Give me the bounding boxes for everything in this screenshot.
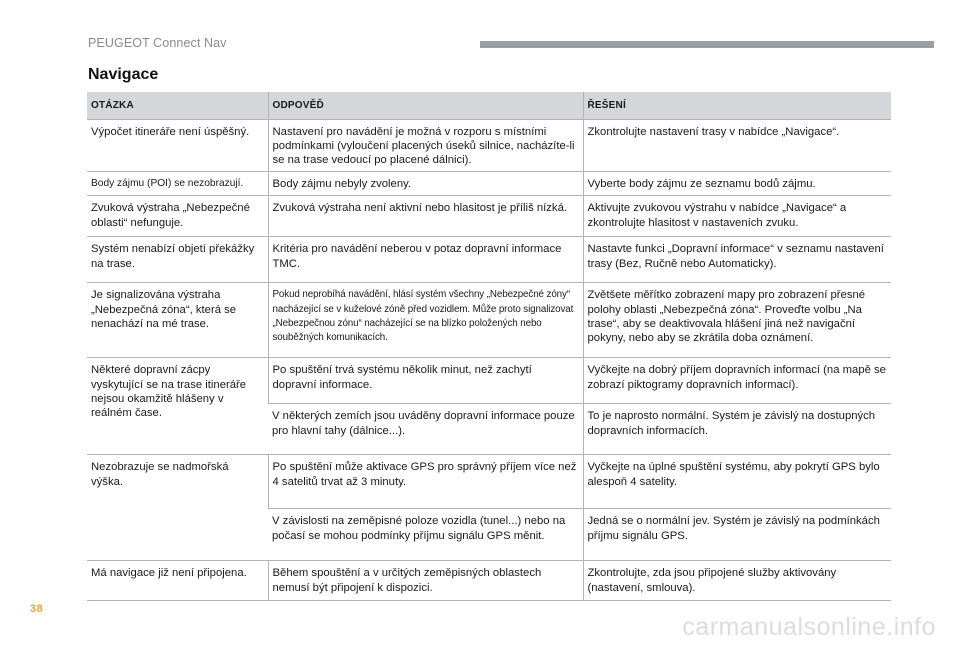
answer-cell: V některých zemích jsou uváděny dopravní informace pouze pro hlavní tahy (dálnice...).	[268, 404, 583, 455]
table-row	[87, 196, 891, 237]
question-cell: Je signalizována výstraha „Nebezpečná zóna“, která se nenachází na mé trase.	[87, 283, 268, 358]
question-cell: Body zájmu (POI) se nezobrazují.	[87, 172, 268, 196]
solution-cell: Nastavte funkci „Dopravní informace“ v seznamu nastavení trasy (Bez, Ručně nebo Automaticky).	[583, 237, 891, 283]
solution-cell: Zvětšete měřítko zobrazení mapy pro zobrazení přesné polohy oblasti „Nebezpečná zóna“. Proveďte volbu „Na trase“, aby se deaktivovala hlášení jiná než navigační pokyny, nebo aby se zkrátila doba oznámení.	[583, 283, 891, 358]
answer-cell: V závislosti na zeměpisné poloze vozidla (tunel...) nebo na počasí se mohou podmínky příjmu signálu GPS měnit.	[268, 509, 583, 561]
table-row	[87, 119, 891, 172]
table-row	[87, 237, 891, 283]
watermark-text: carmanualsonline.info	[682, 613, 936, 641]
question-cell: Výpočet itineráře není úspěšný.	[87, 119, 268, 172]
answer-cell: Body zájmu nebyly zvoleny.	[268, 172, 583, 196]
column-header-question: OTÁZKA	[87, 92, 268, 119]
table-row	[87, 283, 891, 358]
question-cell: Má navigace již není připojena.	[87, 561, 268, 601]
answer-cell: Zvuková výstraha není aktivní nebo hlasitost je příliš nízká.	[268, 196, 583, 237]
answer-cell: Pokud neprobíhá navádění, hlásí systém všechny „Nebezpečné zóny“ nacházející se v kuželové zóně před vozidlem. Může proto signalizovat „Nebezpečnou zónu“ nacházející se na blízko položených nebo souběžných komunikacích.	[268, 283, 583, 358]
table-row	[87, 455, 891, 509]
question-cell: Systém nenabízí objetí překážky na trase.	[87, 237, 268, 283]
solution-cell: Vyčkejte na dobrý příjem dopravních informací (na mapě se zobrazí piktogramy dopravních informací).	[583, 358, 891, 404]
column-header-answer: ODPOVĚĎ	[268, 92, 583, 119]
table-row	[87, 561, 891, 601]
troubleshooting-table	[87, 92, 891, 601]
question-cell: Některé dopravní zácpy vyskytující se na trase itineráře nejsou okamžitě hlášeny v reálném čase.	[87, 358, 268, 455]
answer-cell: Po spuštění může aktivace GPS pro správný příjem více než 4 satelitů trvat až 3 minuty.	[268, 455, 583, 509]
question-cell: Nezobrazuje se nadmořská výška.	[87, 455, 268, 561]
solution-cell: Vyberte body zájmu ze seznamu bodů zájmu.	[583, 172, 891, 196]
document-header-title: PEUGEOT Connect Nav	[88, 36, 227, 50]
page-number: 38	[30, 603, 44, 615]
section-title: Navigace	[88, 66, 159, 83]
table-header-row	[87, 92, 891, 119]
question-cell: Zvuková výstraha „Nebezpečné oblasti“ nefunguje.	[87, 196, 268, 237]
answer-cell: Během spouštění a v určitých zeměpisných oblastech nemusí být připojení k dispozici.	[268, 561, 583, 601]
solution-cell: Jedná se o normální jev. Systém je závislý na podmínkách příjmu signálu GPS.	[583, 509, 891, 561]
solution-cell: Aktivujte zvukovou výstrahu v nabídce „Navigace“ a zkontrolujte hlasitost v nastaveních zvuku.	[583, 196, 891, 237]
table-row	[87, 172, 891, 196]
answer-cell: Kritéria pro navádění neberou v potaz dopravní informace TMC.	[268, 237, 583, 283]
answer-cell: Nastavení pro navádění je možná v rozporu s místními podmínkami (vyloučení placených úseků silnice, nacházíte-li se na trase vedoucí po placené dálnici).	[268, 119, 583, 172]
solution-cell: To je naprosto normální. Systém je závislý na dostupných dopravních informacích.	[583, 404, 891, 455]
solution-cell: Zkontrolujte, zda jsou připojené služby aktivovány (nastavení, smlouva).	[583, 561, 891, 601]
solution-cell: Vyčkejte na úplné spuštění systému, aby pokrytí GPS bylo alespoň 4 satelity.	[583, 455, 891, 509]
table-row	[87, 358, 891, 404]
column-header-solution: ŘEŠENÍ	[583, 92, 891, 119]
solution-cell: Zkontrolujte nastavení trasy v nabídce „Navigace“.	[583, 119, 891, 172]
header-rule	[480, 41, 934, 48]
answer-cell: Po spuštění trvá systému několik minut, než zachytí dopravní informace.	[268, 358, 583, 404]
